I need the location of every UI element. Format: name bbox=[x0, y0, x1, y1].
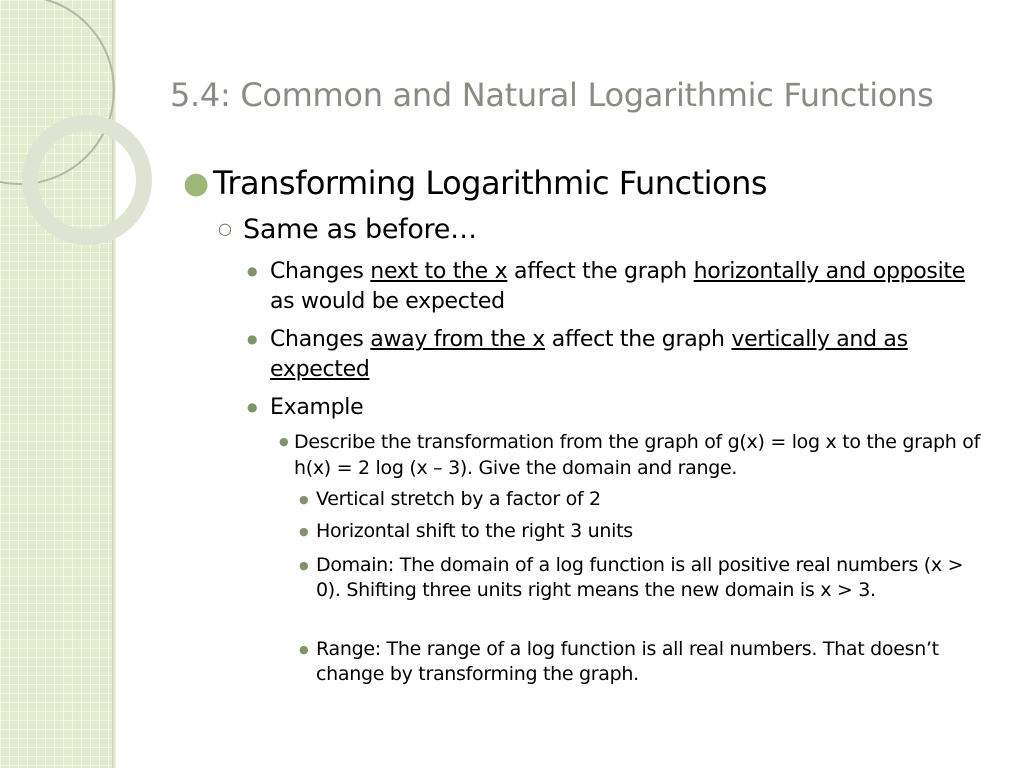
bullet-dot-icon: ● bbox=[247, 264, 258, 278]
slide-title: 5.4: Common and Natural Logarithmic Functions bbox=[170, 76, 934, 114]
answer-item: Domain: The domain of a log function is all positive real numbers (x > 0). Shifting three units right means the new domain is x > 3. bbox=[316, 554, 964, 601]
bullet-small-dot-icon: ● bbox=[299, 559, 309, 572]
answer-item: Range: The range of a log function is all real numbers. That doesn’t change by transforming the graph. bbox=[316, 638, 939, 685]
example-question: Describe the transformation from the graph of g(x) = log x to the graph of h(x) = 2 log (x – 3). Give the domain and range. bbox=[294, 431, 980, 479]
point-vertical-mid: affect the graph bbox=[545, 327, 732, 352]
example-label: Example bbox=[270, 395, 364, 420]
bullet-small-dot-icon: ● bbox=[299, 493, 309, 506]
point-vertical-underline-1: away from the x bbox=[370, 327, 546, 352]
bullet-filled-circle-icon: ● bbox=[183, 166, 210, 201]
bullet-dot-icon: ● bbox=[247, 332, 258, 346]
point-horizontal-mid: affect the graph bbox=[507, 259, 694, 284]
answer-item: Vertical stretch by a factor of 2 bbox=[316, 488, 601, 510]
bullet-small-dot-icon: ● bbox=[299, 525, 309, 538]
bullet-hollow-circle-icon: ○ bbox=[218, 219, 232, 238]
point-vertical bbox=[270, 325, 975, 385]
point-vertical-underline-2: vertically and as expected bbox=[270, 327, 908, 382]
point-horizontal-post: as would be expected bbox=[270, 289, 505, 314]
side-panel-edge bbox=[112, 0, 116, 768]
subheading-same-as-before: Same as before… bbox=[243, 214, 477, 245]
bullet-dot-icon: ● bbox=[247, 400, 258, 414]
point-vertical-pre: Changes bbox=[270, 327, 371, 352]
answer-item: Horizontal shift to the right 3 units bbox=[316, 520, 633, 542]
point-horizontal-pre: Changes bbox=[270, 259, 371, 284]
bullet-small-dot-icon: ● bbox=[299, 643, 309, 656]
point-horizontal bbox=[270, 257, 975, 317]
point-horizontal-underline-1: next to the x bbox=[370, 259, 508, 284]
heading-transforming: Transforming Logarithmic Functions bbox=[213, 164, 768, 202]
bullet-small-dot-icon: ● bbox=[279, 435, 289, 448]
decorative-ring-thick bbox=[22, 115, 152, 245]
point-horizontal-underline-2: horizontally and opposite bbox=[693, 259, 965, 284]
